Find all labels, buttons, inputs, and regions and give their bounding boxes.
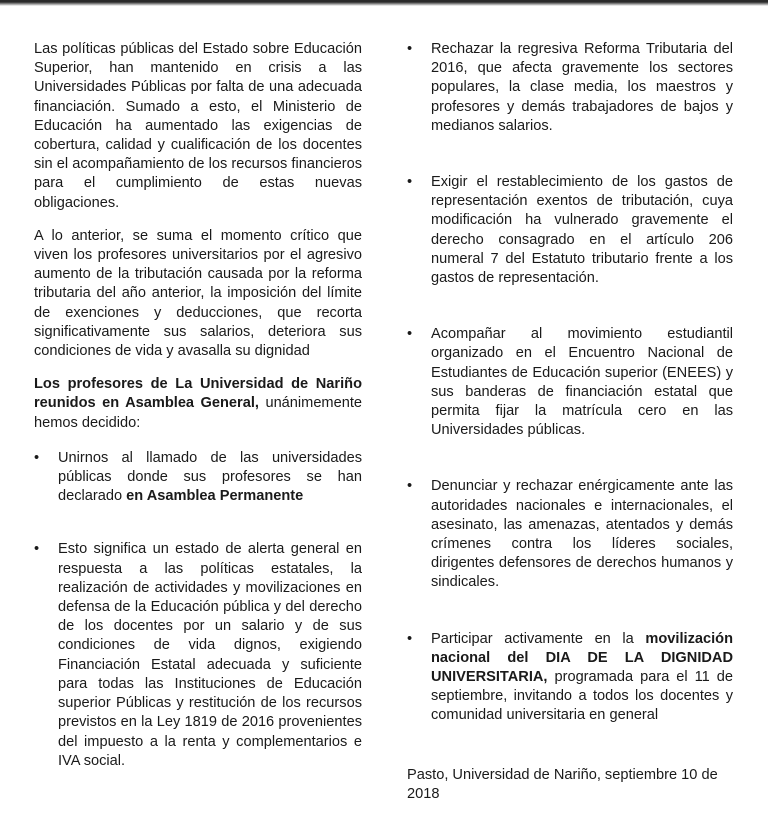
bullet-icon: • — [407, 41, 413, 57]
list-item — [407, 325, 733, 440]
list-item-text: Rechazar la regresiva Reforma Tributaria del 2016, que afecta gravemente los sectores populares, la clase media, los maestros y profesores y demás trabajadores de bajos y medianos salarios. — [431, 41, 733, 134]
intro-paragraph: Las políticas públicas del Estado sobre Educación Superior, han mantenido en crisis a las Universidades Públicas por falta de una adecuada financiación. Sumado a esto, el Ministerio de Educación ha aumentado las exigencias de cobertura, calidad y cualificación de los docentes sin el acompañamiento de los recursos financieros para el cumplimiento de estas nuevas obligaciones. — [34, 41, 362, 211]
list-item — [34, 540, 362, 770]
list-item-text: Exigir el restablecimiento de los gastos de representación exentos de tributación, cuya modificación ha vulnerado gravemente el derecho consagrado en el artículo 206 numeral 7 del Estatuto tributario frente a los gastos de representación. — [431, 174, 733, 287]
top-edge-rule — [0, 0, 768, 6]
list-item — [407, 173, 733, 288]
bullet-icon: • — [407, 478, 413, 495]
bullet-icon: • — [407, 326, 413, 343]
bullet-icon: • — [34, 449, 40, 466]
list-item-emphasis: movilización nacional del DIA DE LA DIGNIDAD UNIVERSITARIA, — [431, 630, 733, 686]
list-item — [407, 40, 733, 136]
decision-paragraph — [34, 375, 362, 433]
decision-lead: unánimemente hemos decidido: — [34, 395, 362, 431]
list-item-emphasis: en Asamblea Permanente — [126, 488, 304, 505]
place-and-date: Pasto, Universidad de Nariño, septiembre 10 de 2018 — [407, 766, 718, 802]
list-item-text: Participar activamente en la — [431, 630, 646, 647]
list-item-text-end: programada para el 11 de septiembre, invitando a todos los docentes y comunidad universitaria en general — [431, 669, 733, 724]
list-item — [34, 449, 362, 507]
bullet-icon: • — [407, 174, 413, 191]
list-item — [407, 630, 733, 726]
bullet-icon: • — [407, 630, 413, 647]
bullet-icon: • — [34, 541, 40, 558]
list-item-text: Esto significa un estado de alerta general en respuesta a las políticas estatales, la realización de actividades y movilizaciones en defensa de la Educación pública y del derecho de los docentes por un salario y de sus condiciones de vida dignos, exigiendo Financiación Estatal adecuada y suficiente para todas las Instituciones de Educación superior Públicas y restitución de los recursos previstos en la Ley 1819 de 2016 provenientes del impuesto a la renta y complementarios e IVA social. — [58, 541, 362, 769]
decision-heading: Los profesores de La Universidad de Nariño reunidos en Asamblea General, — [34, 376, 362, 412]
list-item-text: Denunciar y rechazar enérgicamente ante las autoridades nacionales e internacionales, el asesinato, las amenazas, atentados y demás crímenes contra los líderes sociales, dirigentes defensores de derechos humanos y sindicales. — [431, 478, 733, 591]
context-paragraph: A lo anterior, se suma el momento crítico que viven los profesores universitarios por el agresivo aumento de la tributación causada por la reforma tributaria del año anterior, la imposición del límite de exenciones y deducciones, que recorta significativamente sus salarios, deteriora sus condiciones de vida y avasalla su dignidad — [34, 227, 362, 360]
list-item-text: Unirnos al llamado de las universidades públicas donde sus profesores se han declarado — [58, 449, 362, 505]
list-item — [407, 477, 733, 592]
left-column — [34, 40, 362, 805]
right-column — [407, 40, 733, 804]
list-item-text: Acompañar al movimiento estudiantil organizado en el Encuentro Nacional de Estudiantes de Educación superior (ENEES) y sus banderas de financiación estatal que permita fijar la matrícula cero en las Universidades públicas. — [431, 326, 733, 439]
